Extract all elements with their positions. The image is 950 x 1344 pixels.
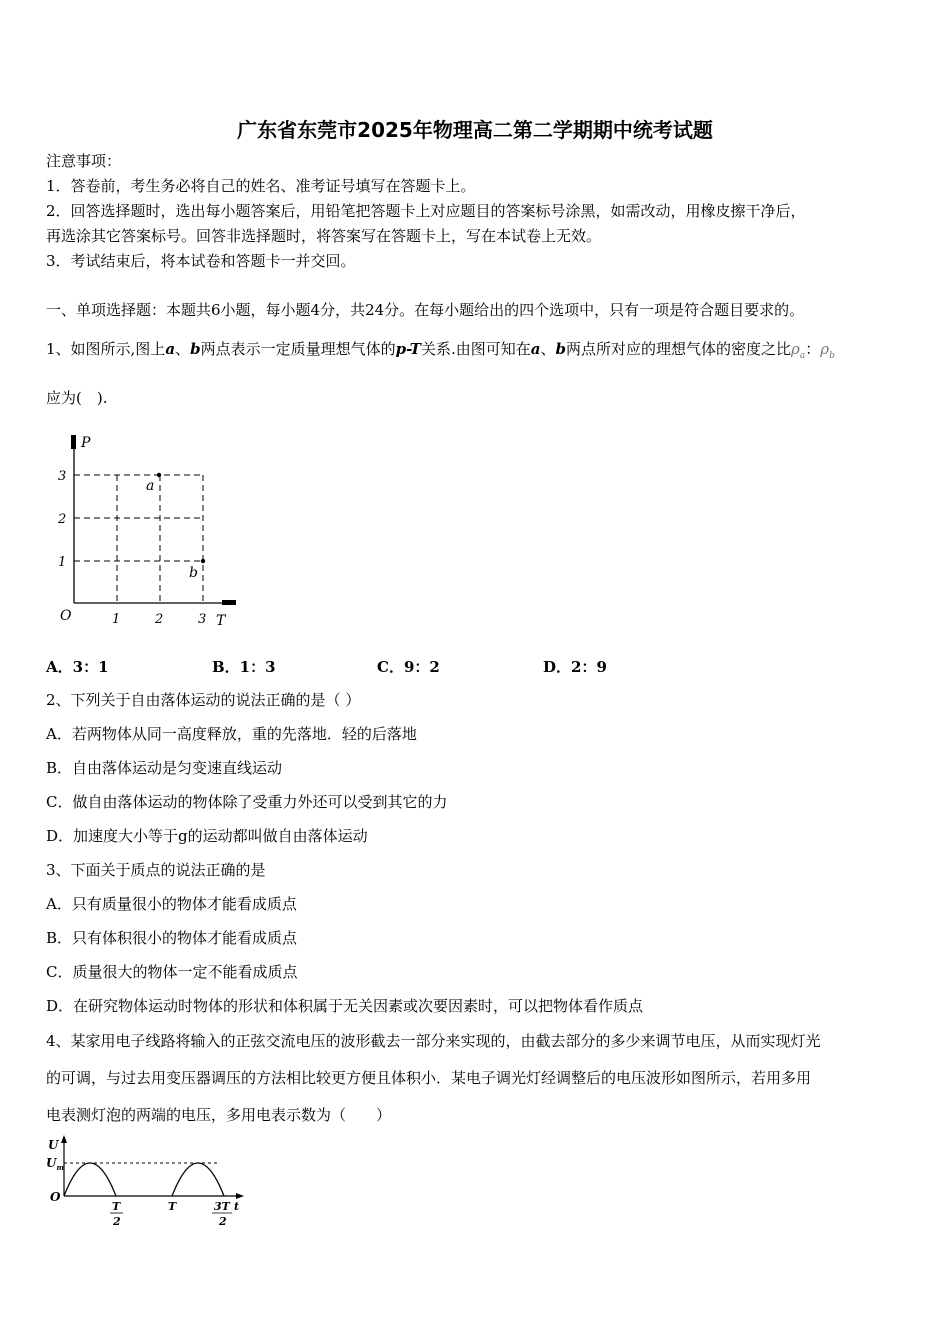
notice-line-1: 1．答卷前，考生务必将自己的姓名、准考证号填写在答题卡上。	[46, 177, 476, 195]
u-axis-label: U	[48, 1138, 59, 1152]
q1-option-a: A．3：1	[46, 658, 109, 676]
point-a-label: a	[146, 478, 155, 494]
x-tick-1: 1	[112, 612, 121, 627]
rho-b-symbol: $\rho_b$	[820, 340, 835, 361]
q1-pt-graph	[46, 430, 251, 630]
p-axis-label: P	[81, 435, 91, 451]
x-tick-2: 2	[155, 612, 164, 627]
t-axis-label: t	[234, 1200, 240, 1213]
x-tick-3: 3	[198, 612, 207, 627]
page-title: 广东省东莞市2025年物理高二第二学期期中统考试题	[237, 118, 713, 142]
q2-option-a: A．若两物体从同一高度释放，重的先落地．轻的后落地	[46, 725, 417, 743]
y-tick-3: 3	[58, 469, 67, 484]
q3-option-a: A．只有质量很小的物体才能看成质点	[46, 895, 297, 913]
notice-heading: 注意事项：	[46, 152, 122, 170]
q4-voltage-waveform	[44, 1133, 254, 1233]
t-axis-label: T	[216, 613, 226, 629]
notice-line-4: 3．考试结束后，将本试卷和答题卡一并交回。	[46, 252, 356, 270]
q3-option-b: B．只有体积很小的物体才能看成质点	[46, 929, 298, 947]
section-1-heading: 一、单项选择题：本题共6小题，每小题4分，共24分。在每小题给出的四个选项中，只有一项是符合题目要求的。	[46, 301, 805, 319]
tick-3t-denominator: 2	[219, 1215, 227, 1228]
y-tick-1: 1	[58, 555, 67, 570]
notice-line-2: 2．回答选择题时，选出每小题答案后，用铅笔把答题卡上对应题目的答案标号涂黑，如需改动，用橡皮擦干净后，	[46, 202, 806, 220]
origin-label: O	[60, 608, 72, 624]
q4-stem-line-1: 4、某家用电子线路将输入的正弦交流电压的波形截去一部分来实现的，由截去部分的多少来调节电压，从而实现灯光	[46, 1032, 821, 1050]
notice-line-3: 再选涂其它答案标号。回答非选择题时，将答案写在答题卡上，写在本试卷上无效。	[46, 227, 602, 245]
q4-stem-line-3: 电表测灯泡的两端的电压，多用电表示数为（ ）	[46, 1106, 392, 1124]
tick-t: T	[168, 1200, 177, 1213]
q1-option-b: B．1：3	[212, 658, 276, 676]
q3-option-c: C．质量很大的物体一定不能看成质点	[46, 963, 298, 981]
um-label: $U_m$	[46, 1156, 64, 1172]
q2-option-d: D．加速度大小等于g的运动都叫做自由落体运动	[46, 827, 368, 845]
rho-a-symbol: $\rho_a$	[791, 340, 806, 361]
origin-label: O	[50, 1190, 61, 1204]
q3-stem: 3、下面关于质点的说法正确的是	[46, 861, 266, 879]
tick-3t-numerator: 3T	[214, 1200, 230, 1213]
q3-option-d: D．在研究物体运动时物体的形状和体积属于无关因素或次要因素时，可以把物体看作质点	[46, 997, 644, 1015]
q2-stem: 2、下列关于自由落体运动的说法正确的是（ ）	[46, 691, 361, 709]
q1-stem-line-2: 应为( ).	[46, 389, 108, 407]
q4-stem-line-2: 的可调，与过去用变压器调压的方法相比较更方便且体积小．某电子调光灯经调整后的电压波形如图所示，若用多用	[46, 1069, 812, 1087]
q1-stem: 1、如图所示,图上a、b两点表示一定质量理想气体的p-T关系.由图可知在a、b两点所对应的理想气体的密度之比$\rho_a$：$\rho_b$	[46, 340, 835, 361]
tick-half-t-denominator: 2	[113, 1215, 121, 1228]
q2-option-b: B．自由落体运动是匀变速直线运动	[46, 759, 283, 777]
q1-option-d: D．2：9	[543, 658, 607, 676]
point-b-label: b	[189, 565, 198, 581]
tick-half-t-numerator: T	[112, 1200, 121, 1213]
q1-option-c: C．9：2	[377, 658, 440, 676]
y-tick-2: 2	[58, 512, 67, 527]
q2-option-c: C．做自由落体运动的物体除了受重力外还可以受到其它的力	[46, 793, 448, 811]
